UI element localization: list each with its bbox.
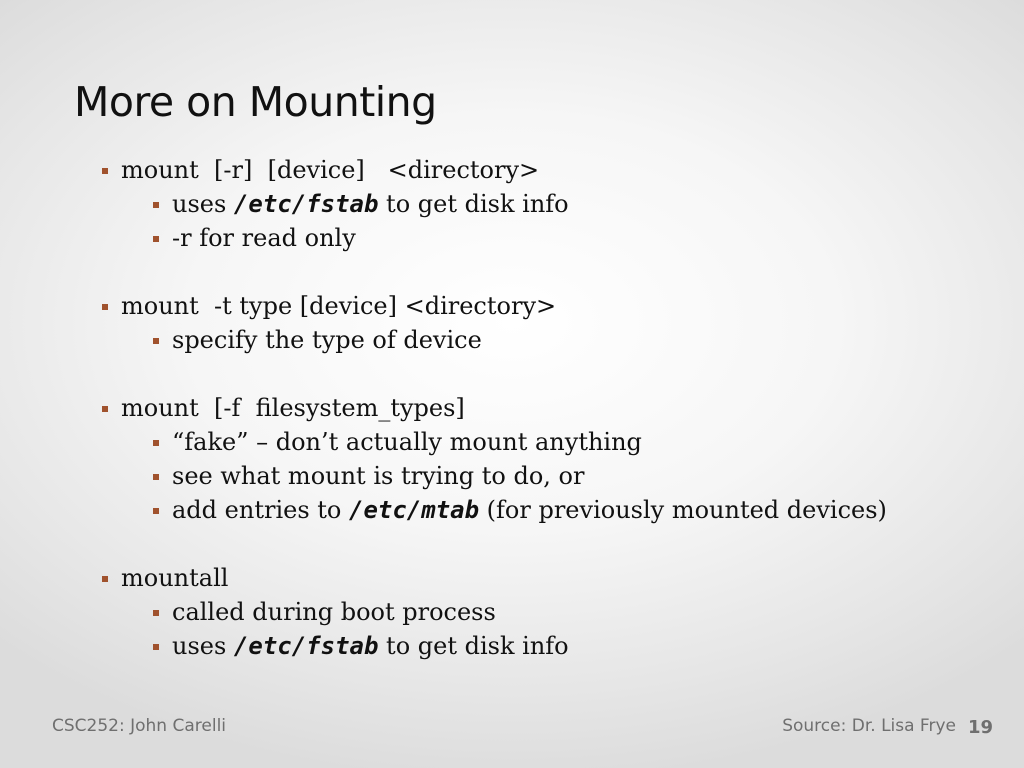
file-path: /etc/fstab — [233, 190, 379, 218]
bullet-level2 — [100, 629, 1000, 663]
bullet-level2 — [100, 323, 1000, 357]
bullet-text: (for previously mounted devices) — [479, 496, 887, 524]
bullet-level2 — [100, 459, 1000, 493]
square-bullet-icon — [153, 508, 159, 514]
square-bullet-icon — [102, 576, 108, 582]
bullet-group — [100, 391, 1000, 527]
bullet-text: specify the type of device — [172, 326, 482, 354]
bullet-group — [100, 561, 1000, 663]
bullet-text: -r for read only — [172, 224, 356, 252]
square-bullet-icon — [153, 202, 159, 208]
file-path: /etc/mtab — [349, 496, 480, 524]
slide-content — [100, 153, 1000, 697]
bullet-text: mount -t type [device] <directory> — [121, 292, 557, 320]
file-path: /etc/fstab — [233, 632, 379, 660]
bullet-text: called during boot process — [172, 598, 496, 626]
bullet-level2 — [100, 221, 1000, 255]
bullet-text: uses — [172, 632, 234, 660]
footer-source: Source: Dr. Lisa Frye — [782, 716, 956, 736]
bullet-level1 — [100, 391, 1000, 425]
square-bullet-icon — [153, 440, 159, 446]
bullet-level1 — [100, 561, 1000, 595]
footer-course: CSC252: John Carelli — [52, 716, 227, 736]
slide-title: More on Mounting — [74, 78, 437, 126]
bullet-text: to get disk info — [378, 190, 569, 218]
bullet-text: “fake” – don’t actually mount anything — [172, 428, 642, 456]
bullet-text: add entries to — [172, 496, 349, 524]
bullet-text: mount [-r] [device] <directory> — [121, 156, 540, 184]
square-bullet-icon — [102, 168, 108, 174]
bullet-text: mount [-f filesystem_types] — [121, 394, 465, 422]
bullet-text: see what mount is trying to do, or — [172, 462, 585, 490]
bullet-level2 — [100, 493, 1000, 527]
bullet-level1 — [100, 289, 1000, 323]
square-bullet-icon — [102, 406, 108, 412]
square-bullet-icon — [153, 236, 159, 242]
square-bullet-icon — [153, 644, 159, 650]
square-bullet-icon — [102, 304, 108, 310]
bullet-group — [100, 289, 1000, 357]
bullet-level2 — [100, 425, 1000, 459]
bullet-text: mountall — [121, 564, 229, 592]
square-bullet-icon — [153, 474, 159, 480]
square-bullet-icon — [153, 610, 159, 616]
slide-number: 19 — [968, 717, 994, 738]
bullet-text: to get disk info — [378, 632, 569, 660]
bullet-level1 — [100, 153, 1000, 187]
bullet-level2 — [100, 187, 1000, 221]
square-bullet-icon — [153, 338, 159, 344]
bullet-level2 — [100, 595, 1000, 629]
bullet-group — [100, 153, 1000, 255]
bullet-text: uses — [172, 190, 234, 218]
